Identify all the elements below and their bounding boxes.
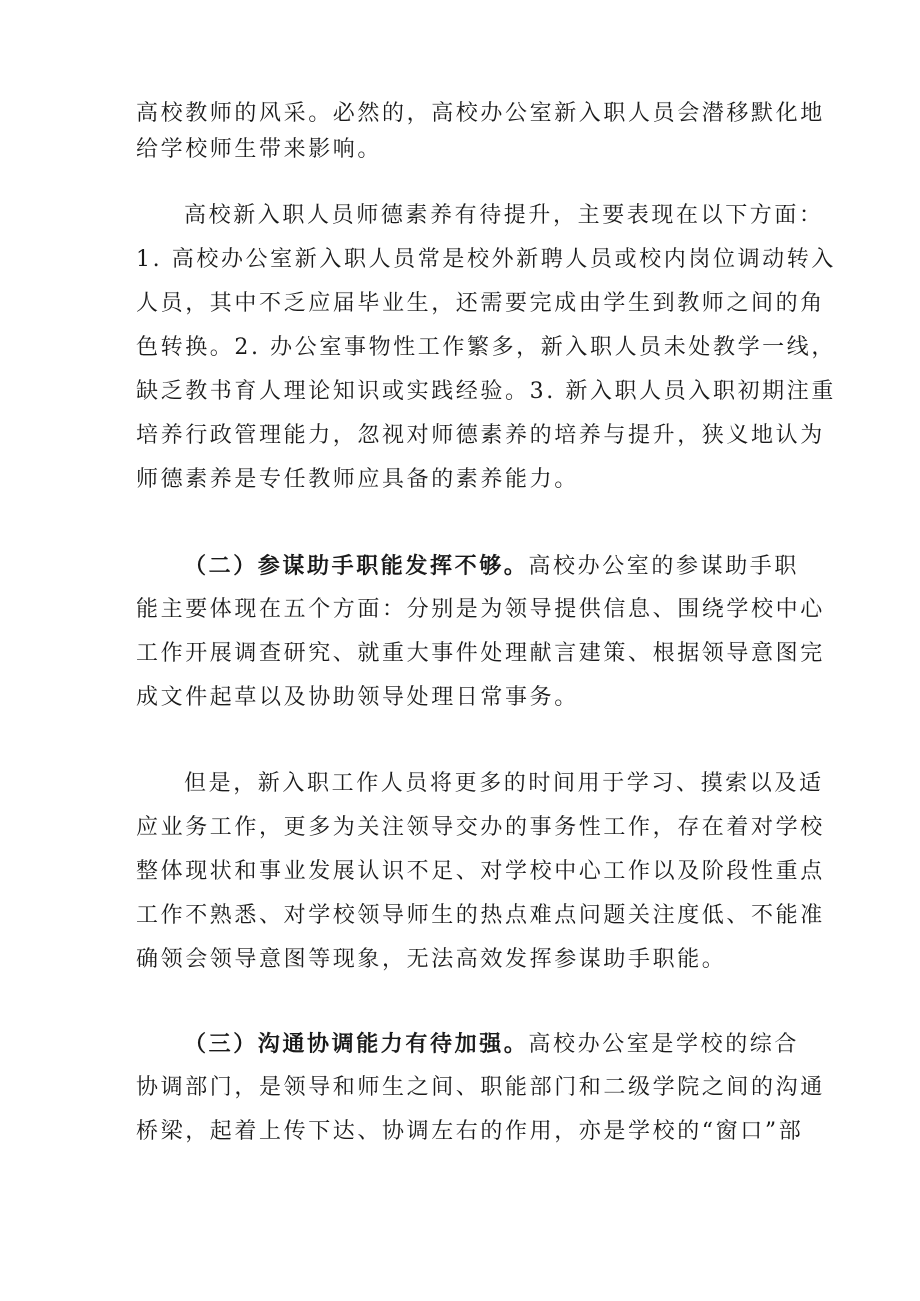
text-line: 应业务工作，更多为关注领导交办的事务性工作，存在着对学校 <box>136 815 825 840</box>
text-line <box>184 546 800 586</box>
text-line: 缺乏教书育人理论知识或实践经验。3. 新入职人员入职初期注重 <box>136 379 836 404</box>
text-line: 高校新入职人员师德素养有待提升，主要表现在以下方面： <box>184 203 824 228</box>
text-line: 整体现状和事业发展认识不足、对学校中心工作以及阶段性重点 <box>136 859 825 884</box>
text-line: 工作不熟悉、对学校领导师生的热点难点问题关注度低、不能准 <box>136 903 825 928</box>
text-line: 培养行政管理能力，忽视对师德素养的培养与提升，狭义地认为 <box>136 423 825 448</box>
text-line: 师德素养是专任教师应具备的素养能力。 <box>136 467 579 492</box>
text-line: 确领会领导意图等现象，无法高效发挥参谋助手职能。 <box>136 947 727 972</box>
text-line: 高校教师的风采。必然的，高校办公室新入职人员会潜移默化地 <box>136 101 825 126</box>
text-line: 成文件起草以及协助领导处理日常事务。 <box>136 685 579 710</box>
heading-line-rest: 高校办公室的参谋助手职 <box>528 554 800 579</box>
text-line: 色转换。2. 办公室事物性工作繁多，新入职人员未处教学一线， <box>136 335 836 360</box>
text-line: 工作开展调查研究、就重大事件处理献言建策、根据领导意图完 <box>136 641 825 666</box>
text-line: 桥梁，起着上传下达、协调左右的作用，亦是学校的“窗口”部 <box>136 1119 804 1144</box>
heading-line-rest: 高校办公室是学校的综合 <box>528 1032 800 1057</box>
section-heading: （二）参谋助手职能发挥不够。 <box>184 553 529 579</box>
text-line: 人员，其中不乏应届毕业生，还需要完成由学生到教师之间的角 <box>136 291 825 316</box>
text-line: 协调部门，是领导和师生之间、职能部门和二级学院之间的沟通 <box>136 1075 825 1100</box>
text-line: 给学校师生带来影响。 <box>136 137 383 162</box>
text-line: 能主要体现在五个方面：分别是为领导提供信息、围绕学校中心 <box>136 597 825 622</box>
text-line: 1. 高校办公室新入职人员常是校外新聘人员或校内岗位调动转入 <box>136 247 836 272</box>
section-heading: （三）沟通协调能力有待加强。 <box>184 1031 529 1057</box>
text-line <box>184 1024 800 1064</box>
text-line: 但是，新入职工作人员将更多的时间用于学习、摸索以及适 <box>184 771 824 796</box>
